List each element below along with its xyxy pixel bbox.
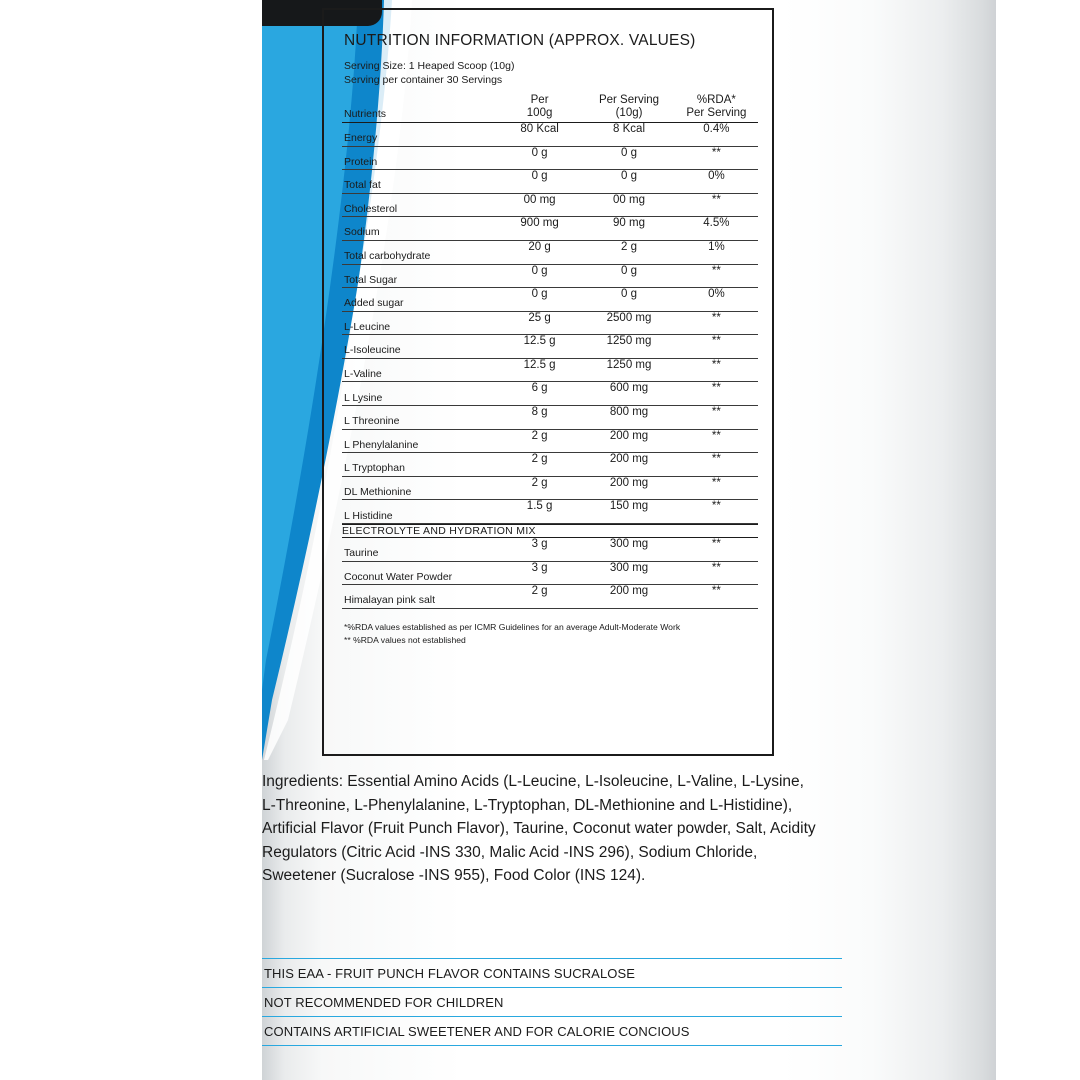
panel.rows-name: Protein (342, 146, 496, 170)
panel.rows-name: Sodium (342, 217, 496, 241)
electrolyte-table (342, 524, 758, 609)
panel.rows-per-serving: 8 Kcal (583, 122, 675, 146)
notice-line: THIS EAA - FRUIT PUNCH FLAVOR CONTAINS SUCRALOSE (262, 958, 842, 987)
panel.section_rows-name: Taurine (342, 538, 496, 562)
panel.rows-name: Cholesterol (342, 193, 496, 217)
header-per-serving (583, 94, 675, 120)
panel.section_rows-per-serving: 300 mg (583, 538, 675, 562)
panel.rows-name: L Lysine (342, 382, 496, 406)
left-white-margin (0, 0, 262, 1080)
table-row (342, 311, 758, 335)
panel.rows-per-100g: 0 g (496, 146, 583, 170)
panel.rows-rda: ** (675, 406, 758, 430)
header-rda-line2: Per Serving (686, 107, 747, 120)
panel.rows-per-serving: 0 g (583, 264, 675, 288)
table-row (342, 217, 758, 241)
table-row (342, 146, 758, 170)
panel.rows-per-serving: 200 mg (583, 453, 675, 477)
table-row (342, 193, 758, 217)
panel.rows-rda: ** (675, 500, 758, 524)
panel.rows-per-100g: 6 g (496, 382, 583, 406)
header-per-100g-line2: 100g (526, 107, 553, 120)
panel.rows-name: L-Isoleucine (342, 335, 496, 359)
panel.rows-per-serving: 150 mg (583, 500, 675, 524)
ingredients-text: Essential Amino Acids (L-Leucine, L-Isoleucine, L-Valine, L-Lysine, L-Threonine, L-Phenylalanine, L-Tryptophan, DL-Methionine and L-Histidine), Artificial Flavor (Fruit Punch Flavor), Taurine, Coconut water powder, Salt, Acidity Regulators (Citric Acid -INS 330, Malic Acid -INS 296), Sodium Chloride, Sweetener (Sucralose -INS 955), Food Color (INS 124). (262, 773, 816, 885)
panel.rows-name: L Phenylalanine (342, 429, 496, 453)
electrolyte-table-body (342, 525, 758, 609)
panel.rows-per-100g: 25 g (496, 311, 583, 335)
panel.rows-name: L-Leucine (342, 311, 496, 335)
panel.rows-rda: 1% (675, 240, 758, 264)
panel.section_rows-per-serving: 300 mg (583, 561, 675, 585)
table-header-row (342, 94, 758, 120)
table-row (342, 382, 758, 406)
panel.rows-per-serving: 00 mg (583, 193, 675, 217)
panel.rows-per-serving: 0 g (583, 288, 675, 312)
panel.section_rows-name: Himalayan pink salt (342, 585, 496, 609)
footnotes (342, 621, 758, 647)
panel.rows-name: Energy (342, 122, 496, 146)
panel.rows-per-serving: 600 mg (583, 382, 675, 406)
panel.section_rows-name: Coconut Water Powder (342, 561, 496, 585)
panel.rows-name: L Threonine (342, 406, 496, 430)
panel.rows-name: Total fat (342, 170, 496, 194)
panel.section_rows-per-100g: 3 g (496, 538, 583, 562)
panel.rows-name: Added sugar (342, 288, 496, 312)
panel.rows-rda: ** (675, 146, 758, 170)
panel.rows-per-serving: 800 mg (583, 406, 675, 430)
section-header-row (342, 525, 758, 538)
panel.rows-name: L Tryptophan (342, 453, 496, 477)
table-row (342, 476, 758, 500)
panel.section_rows-per-serving: 200 mg (583, 585, 675, 609)
panel.rows-per-100g: 1.5 g (496, 500, 583, 524)
panel.rows-per-serving: 0 g (583, 146, 675, 170)
header-per-serving-line1: Per Serving (598, 94, 660, 106)
panel.rows-per-100g: 00 mg (496, 193, 583, 217)
table-row (342, 585, 758, 609)
panel.rows-rda: ** (675, 311, 758, 335)
panel.section_rows-rda: ** (675, 538, 758, 562)
panel.rows-per-serving: 0 g (583, 170, 675, 194)
header-rda-line1: %RDA* (696, 94, 736, 106)
panel.rows-rda: ** (675, 358, 758, 382)
panel.rows-rda: ** (675, 335, 758, 359)
panel.rows-rda: ** (675, 453, 758, 477)
panel.section_rows-rda: ** (675, 561, 758, 585)
table-row (342, 264, 758, 288)
panel.rows-rda: ** (675, 429, 758, 453)
panel.rows-per-100g: 20 g (496, 240, 583, 264)
panel.rows-per-serving: 1250 mg (583, 335, 675, 359)
panel.rows-per-100g: 12.5 g (496, 358, 583, 382)
ingredients-label: Ingredients: (262, 773, 343, 790)
header-nutrients: Nutrients (344, 108, 387, 121)
panel.rows-per-100g: 12.5 g (496, 335, 583, 359)
panel.rows-name: DL Methionine (342, 476, 496, 500)
panel-title: NUTRITION INFORMATION (APPROX. VALUES) (344, 32, 696, 49)
panel.rows-per-100g: 0 g (496, 264, 583, 288)
panel.section_rows-per-100g: 2 g (496, 585, 583, 609)
section-title: ELECTROLYTE AND HYDRATION MIX (342, 525, 758, 538)
table-row (342, 453, 758, 477)
table-row (342, 288, 758, 312)
panel.rows-per-serving: 200 mg (583, 429, 675, 453)
panel.rows-per-100g: 0 g (496, 170, 583, 194)
table-row (342, 500, 758, 524)
panel.section_rows-per-100g: 3 g (496, 561, 583, 585)
table-row (342, 170, 758, 194)
table-row (342, 240, 758, 264)
panel.section_rows-rda: ** (675, 585, 758, 609)
serving-size-text: Serving Size: 1 Heaped Scoop (10g) (344, 60, 515, 72)
panel.rows-name: Total carbohydrate (342, 240, 496, 264)
panel.rows-rda: ** (675, 193, 758, 217)
panel.rows-per-100g: 0 g (496, 288, 583, 312)
panel.rows-rda: 4.5% (675, 217, 758, 241)
header-rda (675, 94, 758, 120)
panel.rows-per-serving: 90 mg (583, 217, 675, 241)
servings-per-container-text: Serving per container 30 Servings (344, 74, 503, 86)
table-row (342, 122, 758, 146)
panel.rows-per-serving: 2 g (583, 240, 675, 264)
panel.rows-rda: 0% (675, 288, 758, 312)
panel.rows-per-serving: 1250 mg (583, 358, 675, 382)
panel.rows-per-serving: 2500 mg (583, 311, 675, 335)
panel.rows-per-serving: 200 mg (583, 476, 675, 500)
table-row (342, 358, 758, 382)
table-row (342, 538, 758, 562)
ingredients-block (262, 770, 822, 888)
footnote-rda-basis: *%RDA values established as per ICMR Guidelines for an average Adult-Moderate Work (344, 621, 681, 632)
panel.rows-per-100g: 2 g (496, 476, 583, 500)
notice-line: NOT RECOMMENDED FOR CHILDREN (262, 987, 842, 1016)
panel.rows-name: L Histidine (342, 500, 496, 524)
table-row (342, 335, 758, 359)
panel.rows-rda: 0.4% (675, 122, 758, 146)
panel.rows-rda: ** (675, 264, 758, 288)
panel.rows-per-100g: 2 g (496, 429, 583, 453)
panel.rows-per-100g: 80 Kcal (496, 122, 583, 146)
header-per-serving-line2: (10g) (615, 107, 643, 120)
table-row (342, 561, 758, 585)
table-row (342, 406, 758, 430)
panel.rows-name: Total Sugar (342, 264, 496, 288)
nutrition-information-panel (322, 8, 774, 756)
header-per-100g (496, 94, 583, 120)
right-white-margin (996, 0, 1080, 1080)
panel.rows-per-100g: 2 g (496, 453, 583, 477)
table-row (342, 429, 758, 453)
panel.rows-rda: 0% (675, 170, 758, 194)
notice-line: CONTAINS ARTIFICIAL SWEETENER AND FOR CALORIE CONCIOUS (262, 1016, 842, 1046)
panel.rows-per-100g: 900 mg (496, 217, 583, 241)
header-per-100g-line1: Per (530, 94, 549, 106)
panel.rows-rda: ** (675, 382, 758, 406)
nutrition-table (342, 94, 758, 524)
panel.rows-per-100g: 8 g (496, 406, 583, 430)
panel.rows-rda: ** (675, 476, 758, 500)
nutrition-table-body (342, 122, 758, 523)
footnote-rda-not-established: ** %RDA values not established (344, 634, 466, 645)
notices-block (262, 958, 842, 1046)
panel.rows-name: L-Valine (342, 358, 496, 382)
